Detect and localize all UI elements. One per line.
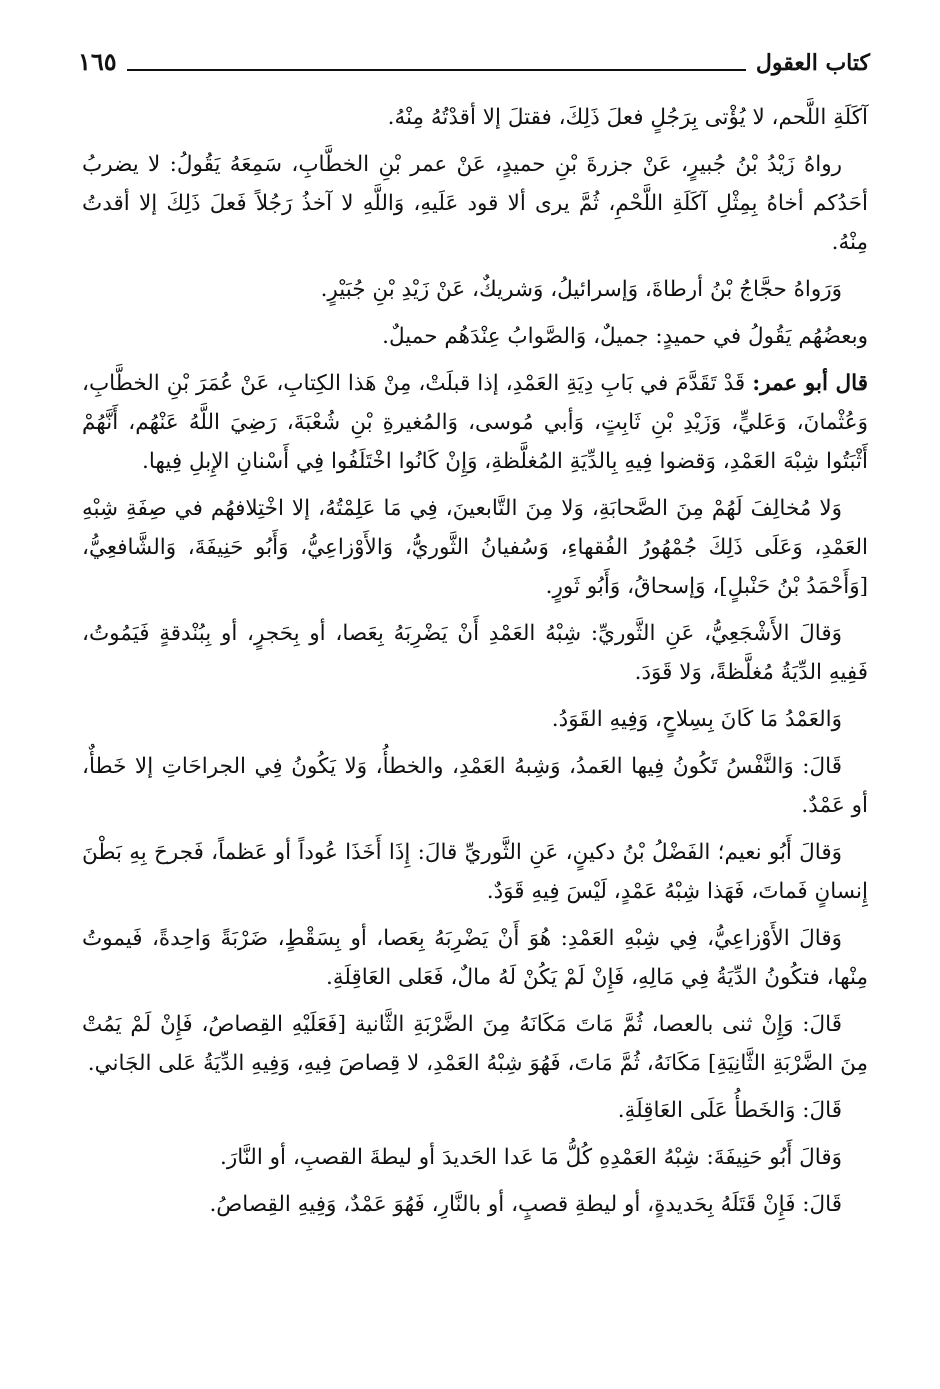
paragraph [82, 317, 868, 356]
paragraph [82, 1091, 868, 1130]
paragraph-text: وَالعَمْدُ مَا كَانَ بِسِلاحٍ، وَفِيهِ القَوَدُ. [551, 707, 842, 732]
paragraph-text: قَدْ تَقَدَّمَ في بَابِ دِيَةِ العَمْدِ، إذا قبلَتْ، مِنْ هَذا الكِتابِ، عَنْ عُمَرَ بْنِ الخطَّابِ، وَعُثْمانَ، وَعَليٍّ، وَزَيْدِ بْنِ ثَابِتٍ، وَأبي مُوسى، وَالمُغيرةِ بْنِ شُعْبَةَ، رَضِيَ اللَّهُ عَنْهُم، أَنَّهُمْ أَثْبَتُوا شِبْهَ العَمْدِ، وَقضوا فِيهِ بِالدِّيَةِ المُغلَّظةِ، وَإِنْ كَانُوا اخْتَلَفُوا فِي أَسْنانِ الإِبلِ فِيها. [82, 371, 868, 474]
paragraph [82, 270, 868, 309]
paragraph-text: وَقالَ أَبُو حَنِيفَةَ: شِبْهُ العَمْدِهِ كُلُّ مَا عَدا الحَديدَ أو ليطةَ القصبِ، أو النَّارَ. [220, 1145, 842, 1170]
paragraph-text: وبعضُهُم يَقُولُ في حميدٍ: جميلٌ، وَالصَّوابُ عِنْدَهُم حميلٌ. [382, 324, 868, 349]
body-text [82, 98, 868, 1232]
paragraph-text: وَرَواهُ حجَّاجُ بْنُ أرطاةَ، وَإسرائيلُ، وَشريكٌ، عَنْ زَيْدِ بْنِ جُبَيْرٍ. [320, 277, 842, 302]
paragraph [82, 747, 868, 825]
paragraph [82, 833, 868, 911]
page-number: ١٦٥ [78, 47, 117, 76]
paragraph-text: وَقالَ الأَشْجَعِيُّ، عَنِ الثَّوريِّ: شِبْهُ العَمْدِ أَنْ يَضْرِبَهُ بِعَصا، أو بِحَجرٍ، أو بِبُنْدقةٍ فَيَمُوتُ، فَفِيهِ الدِّيَةُ مُغلَّظةً، وَلا قَوَدَ. [82, 621, 868, 685]
paragraph [82, 1005, 868, 1083]
paragraph [82, 614, 868, 692]
paragraph [82, 700, 868, 739]
paragraph [82, 1138, 868, 1177]
paragraph-text: آكَلَةِ اللَّحم، لا يُؤْتى بِرَجُلٍ فعلَ ذَلِكَ، فقتلَ إلا أقدْتُهُ مِنْهُ. [387, 105, 868, 130]
running-title: كتاب العقول [755, 50, 870, 76]
paragraph-text: قَالَ: وَالنَّفْسُ تَكُونُ فِيها العَمدُ، وَشِبهُ العَمْدِ، والخطأُ، وَلا يَكُونُ فِي الجراحَاتِ إلا خَطأٌ، أو عَمْدٌ. [82, 754, 868, 818]
paragraph [82, 145, 868, 262]
paragraph-text: وَلا مُخالِفَ لَهُمْ مِنَ الصَّحابَةِ، وَلا مِنَ التَّابعينَ، فِي مَا عَلِمْتُهُ، إلا اخْتِلافهُم في صِفَةِ شِبْهِ العَمْدِ، وَعَلَى ذَلِكَ جُمْهُورُ الفُقهاءِ، وَسُفيانُ الثَّوريُّ، وَالأَوْزاعِيُّ، وَأَبُو حَنِيفَةَ، وَالشَّافعِيُّ، [وَأَحْمَدُ بْنُ حَنْبلٍ]، وَإسحاقُ، وَأَبُو ثَورٍ. [82, 496, 868, 599]
paragraph-text: قَالَ: فَإِنْ قَتَلَهُ بِحَديدةٍ، أو ليطةِ قصبٍ، أو بالنَّارِ، فَهُوَ عَمْدٌ، وَفِيهِ القِصاصُ. [209, 1192, 842, 1217]
paragraph-text: قَالَ: وَإِنْ ثنى بالعصا، ثُمَّ مَاتَ مَكَانَهُ مِنَ الضَّرْبَةِ الثَّانية [فَعَلَيْهِ القِصاصُ، فَإِنْ لَمْ يَمُتْ مِنَ الضَّرْبَةِ الثَّانِيَةِ] مَكَانَهُ، ثُمَّ مَاتَ، فَهُوَ شِبْهُ العَمْدِ، لا قِصاصَ فِيهِ، وَفِيهِ الدِّيَةُ عَلى الجَاني. [82, 1012, 868, 1076]
paragraph-text: وَقالَ الأَوْزاعِيُّ، فِي شِبْهِ العَمْدِ: هُوَ أَنْ يَضْرِبَهُ بِعَصا، أو بِسَقْطٍ، ضَرْبَةً وَاحِدةً، فَيموتُ مِنْها، فتكُونُ الدِّيَةُ فِي مَالِهِ، فَإِنْ لَمْ يَكُنْ لَهُ مالٌ، فَعَلى العَاقِلَةِ. [82, 926, 868, 990]
paragraph [82, 98, 868, 137]
header-rule [127, 69, 746, 71]
paragraph [82, 919, 868, 997]
running-head [78, 34, 870, 74]
paragraph [82, 364, 868, 481]
paragraph [82, 1185, 868, 1224]
paragraph-text: رواهُ زَيْدُ بْنُ جُبيرٍ، عَنْ جزرةَ بْنِ حميدٍ، عَنْ عمر بْنِ الخطَّابِ، سَمِعَهُ يَقُولُ: لا يضربُ أحَدُكم أخاهُ بِمِثْلِ آكَلَةِ اللَّحْمِ، ثُمَّ يرى ألا قود عَلَيهِ، وَاللَّهِ لا آخذُ رَجُلاً فَعلَ ذَلِكَ إلا أقدتُ مِنْهُ. [82, 152, 868, 255]
paragraph [82, 489, 868, 606]
paragraph-text: قَالَ: وَالخَطأُ عَلَى العَاقِلَةِ. [617, 1098, 842, 1123]
paragraph-lead: قال أبو عمر: [752, 371, 869, 396]
paragraph-text: وَقالَ أَبُو نعيم؛ الفَضْلُ بْنُ دكينٍ، عَنِ الثَّوريِّ قالَ: إِذَا أَخَذَا عُوداً أو عَظماً، فَجرحَ بِهِ بَطْنَ إِنسانٍ فَماتَ، فَهَذا شِبْهُ عَمْدٍ، لَيْسَ فِيهِ قَوَدٌ. [82, 840, 868, 904]
